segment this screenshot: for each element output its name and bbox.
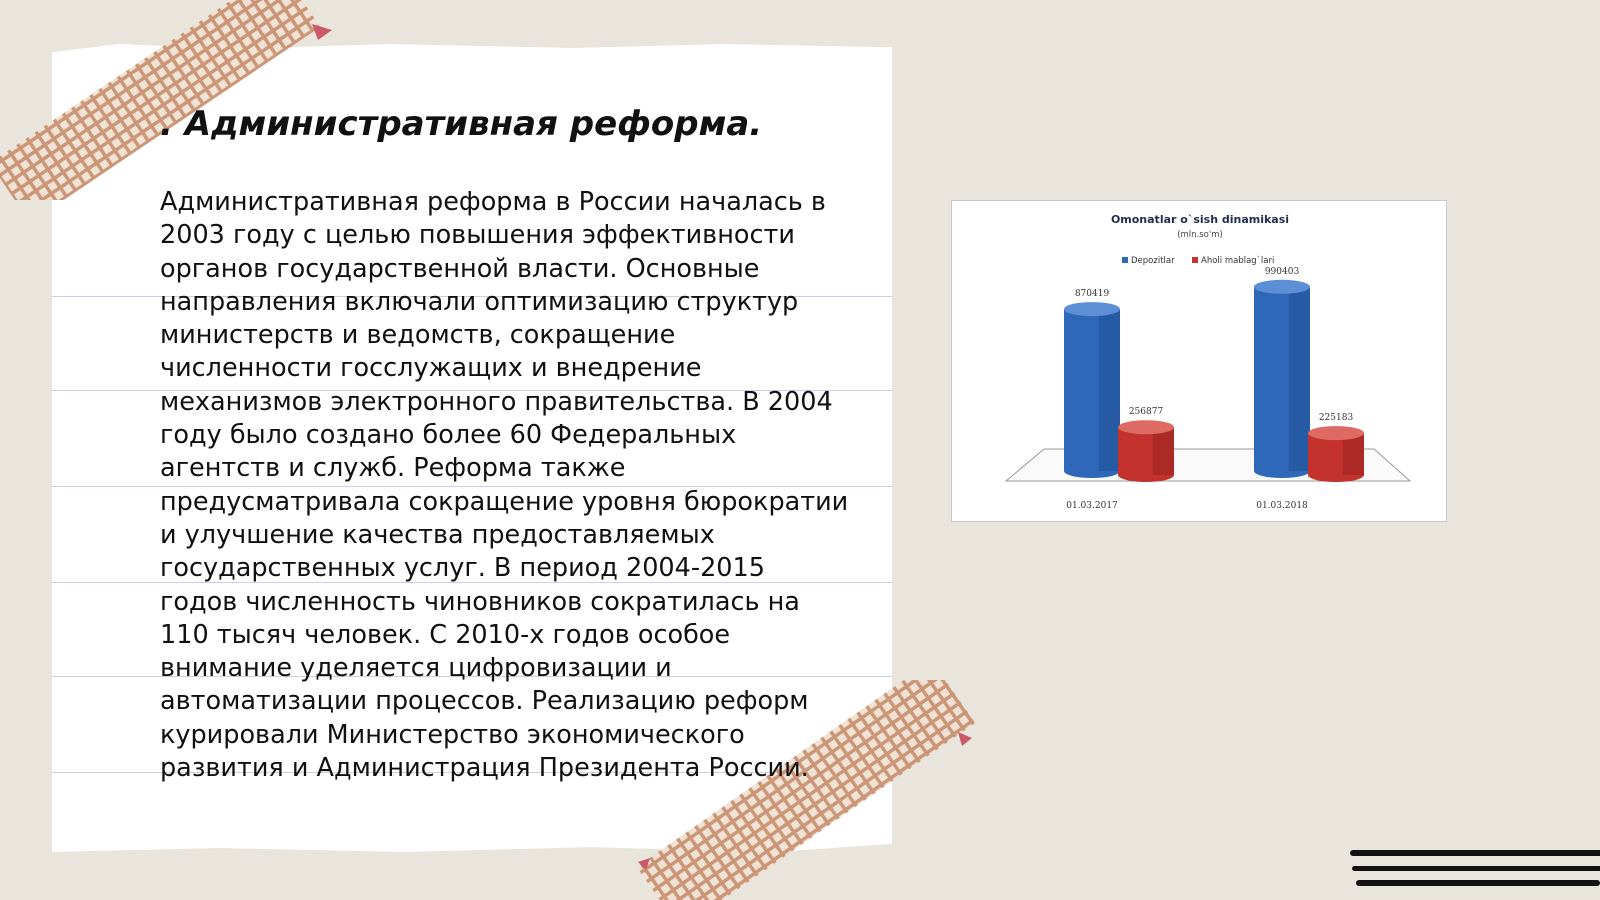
bar-shade: [1099, 309, 1120, 471]
data-label: 990403: [1264, 266, 1300, 277]
data-label: 870419: [1074, 289, 1110, 300]
legend-label-depozitlar: Depozitlar: [1131, 256, 1175, 266]
brush-stroke: [1352, 866, 1600, 871]
brush-stroke: [1350, 850, 1600, 856]
tape-tip: [958, 732, 972, 746]
chart-legend: [1122, 255, 1274, 266]
bar-top: [1118, 420, 1174, 434]
deposit-growth-chart: [952, 201, 1448, 523]
data-label: 225183: [1318, 413, 1354, 424]
brush-stroke: [1356, 880, 1600, 886]
bar-top: [1064, 302, 1120, 316]
bar-top: [1254, 280, 1310, 294]
legend-swatch-depozitlar: [1122, 257, 1128, 263]
bar-shade: [1153, 427, 1174, 475]
slide-title: . Административная реформа.: [160, 104, 763, 144]
x-tick-label: 01.03.2018: [1256, 501, 1308, 511]
bar-shade: [1289, 287, 1310, 471]
legend-label-aholi: Aholi mablag`lari: [1201, 256, 1275, 266]
bar-top: [1308, 426, 1364, 440]
chart-title: Omonatlar o`sish dinamikasi: [1110, 213, 1290, 226]
legend-swatch-aholi: [1192, 257, 1198, 263]
data-label: 256877: [1128, 407, 1164, 418]
tape-tip: [312, 24, 332, 40]
chart-panel: [951, 200, 1447, 522]
masking-tape-top-left: [0, 0, 340, 200]
chart-subtitle: (mln.so'm): [1177, 230, 1223, 240]
x-tick-label: 01.03.2017: [1066, 501, 1118, 511]
slide-body-text: Административная реформа в России началась в 2003 году с целью повышения эффективности органов государственной власти. Основные направления включали оптимизацию структур министерств и ведомств, сокращение численности госслужащих и внедрение механизмов электронного правительства. В 2004 году было создано более 60 Федеральных агентств и служб. Реформа также предусматривала сокращение уровня бюрократии и улучшение качества предоставляемых государственных услуг. В период 2004-2015 годов численность чиновников сократилась на 110 тысяч человек. С 2010-х годов особое внимание уделяется цифровизации и автоматизации процессов. Реализацию реформ курировали Министерство экономического развития и Администрация Президента России.: [160, 187, 849, 784]
